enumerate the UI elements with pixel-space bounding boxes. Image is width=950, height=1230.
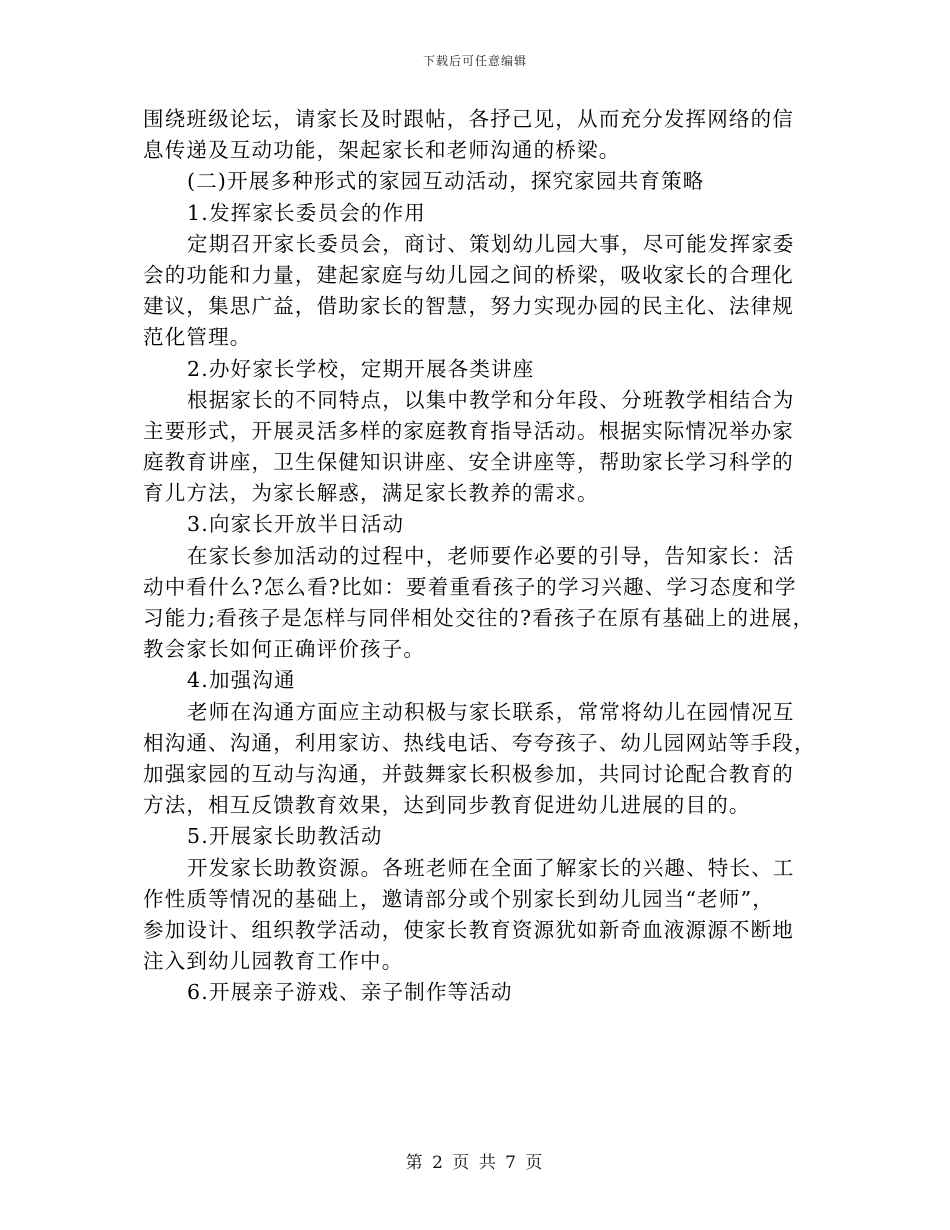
text-line: 育儿方法，为家长解惑，满足家长教养的需求。 bbox=[143, 481, 599, 506]
text-line: 定期召开家长委员会，商讨、策划幼儿园大事，尽可能发挥家委 bbox=[187, 231, 795, 256]
page-footer: 第 2 页 共 7 页 bbox=[405, 1153, 545, 1173]
text-line: 根据家长的不同特点，以集中教学和分年段、分班教学相结合为 bbox=[187, 387, 795, 412]
text-line: 6.开展亲子游戏、亲子制作等活动 bbox=[187, 980, 513, 1005]
text-line: 作性质等情况的基础上，邀请部分或个别家长到幼儿园当“老师”， bbox=[143, 886, 774, 911]
text-line: 息传递及互动功能，架起家长和老师沟通的桥梁。 bbox=[143, 138, 621, 163]
text-line: 建议，集思广益，借助家长的智慧，努力实现办园的民主化、法律规 bbox=[143, 294, 794, 319]
text-line: 5.开展家长助教活动 bbox=[187, 824, 383, 849]
text-line: 开发家长助教资源。各班老师在全面了解家长的兴趣、特长、工 bbox=[187, 855, 795, 880]
text-line: 会的功能和力量，建起家庭与幼儿园之间的桥梁，吸收家长的合理化 bbox=[143, 262, 794, 287]
text-line: 动中看什么?怎么看?比如：要着重看孩子的学习兴趣、学习态度和学 bbox=[143, 574, 797, 599]
text-line: 3.向家长开放半日活动 bbox=[187, 512, 405, 537]
text-line: 方法，相互反馈教育效果，达到同步教育促进幼儿进展的目的。 bbox=[143, 793, 751, 818]
text-line: 老师在沟通方面应主动积极与家长联系，常常将幼儿在园情况互 bbox=[187, 699, 795, 724]
text-line: 注入到幼儿园教育工作中。 bbox=[143, 949, 404, 974]
text-line: 1.发挥家长委员会的作用 bbox=[187, 200, 426, 225]
text-line: 2.办好家长学校，定期开展各类讲座 bbox=[187, 356, 535, 381]
text-line: 庭教育讲座，卫生保健知识讲座、安全讲座等，帮助家长学习科学的 bbox=[143, 450, 794, 475]
text-line: 主要形式，开展灵活多样的家庭教育指导活动。根据实际情况举办家 bbox=[143, 418, 794, 443]
document-body bbox=[143, 104, 815, 1008]
text-line: 加强家园的互动与沟通，并鼓舞家长积极参加，共同讨论配合教育的 bbox=[143, 761, 794, 786]
text-line: 范化管理。 bbox=[143, 325, 252, 350]
text-line: 4.加强沟通 bbox=[187, 668, 296, 693]
text-line: 相沟通、沟通，利用家访、热线电话、夸夸孩子、幼儿园网站等手段， bbox=[143, 730, 816, 755]
text-line: 在家长参加活动的过程中，老师要作必要的引导，告知家长：活 bbox=[187, 543, 795, 568]
text-line: 习能力;看孩子是怎样与同伴相处交往的?看孩子在原有基础上的进展， bbox=[143, 606, 815, 630]
text-line: 参加设计、组织教学活动，使家长教育资源犹如新奇血液源源不断地 bbox=[143, 917, 794, 942]
text-line: 围绕班级论坛，请家长及时跟帖，各抒己见，从而充分发挥网络的信 bbox=[143, 107, 794, 131]
text-line: 教会家长如何正确评价孩子。 bbox=[143, 637, 426, 662]
text-line: (二)开展多种形式的家园互动活动，探究家园共育策略 bbox=[187, 169, 705, 194]
page-header: 下载后可任意编辑 bbox=[422, 54, 527, 68]
